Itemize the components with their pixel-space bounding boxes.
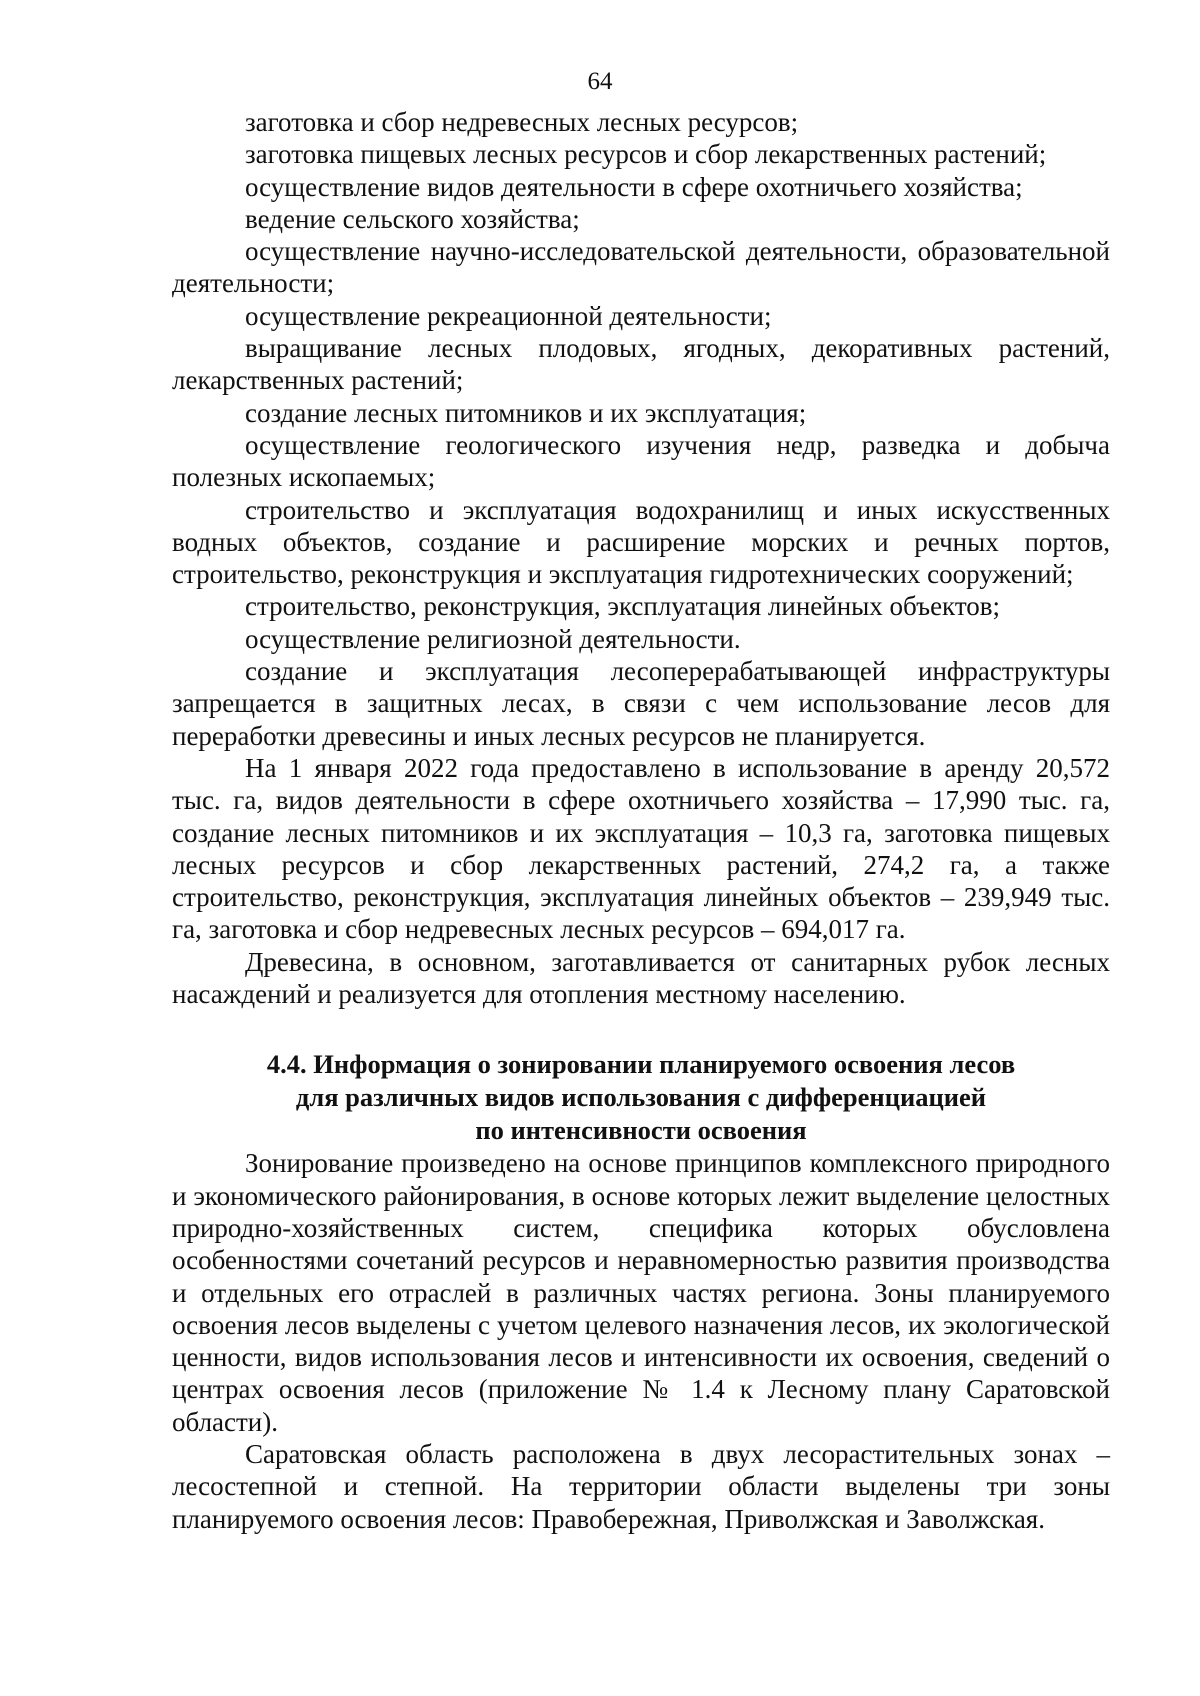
paragraph: заготовка и сбор недревесных лесных ресурсов; [245,107,799,137]
paragraph: ведение сельского хозяйства; [245,203,580,234]
paragraph: создание лесных питомников и их эксплуатация; [245,397,807,428]
paragraph: выращивание лесных плодовых, ягодных, декоративных растений, лекарственных растений; [172,333,1110,396]
paragraph: осуществление геологического изучения недр, разведка и добыча полезных ископаемых; [172,429,1110,493]
document-body [172,106,1110,1535]
paragraph: строительство, реконструкция, эксплуатация линейных объектов; [245,591,1001,622]
paragraph: осуществление научно-исследовательской деятельности, образовательной деятельности; [172,236,1110,299]
section-spacer [172,1010,1110,1048]
paragraph: создание и эксплуатация лесоперерабатывающей инфраструктуры запрещается в защитных лесах, в связи с чем использование лесов для переработки древесины и иных лесных ресурсов не планируется. [172,656,1110,751]
section-heading-line: по интенсивности освоения [475,1115,807,1146]
page-number: 64 [587,68,613,95]
paragraph: осуществление рекреационной деятельности; [245,300,772,331]
paragraph: На 1 января 2022 года предоставлено в использование в аренду 20,572 тыс. га, видов деятельности в сфере охотничьего хозяйства – 17,990 тыс. га, создание лесных питомников и их эксплуатация – 10,3 га, заготовка пищевых лесных ресурсов и сбор лекарственных растений, 274,2 га, а также строительство, реконструкция, эксплуатация линейных объектов – 239,949 тыс. га, заготовка и сбор недревесных лесных ресурсов – 694,017 га. [172,752,1110,945]
paragraph: Древесина, в основном, заготавливается от санитарных рубок лесных насаждений и реализуется для отопления местному населению. [172,946,1110,1010]
paragraph: строительство и эксплуатация водохранилищ и иных искусственных водных объектов, создание и расширение морских и речных портов, строительство, реконструкция и эксплуатация гидротехнических сооружений; [172,494,1110,590]
paragraph: Саратовская область расположена в двух лесорастительных зонах – лесостепной и степной. На территории области выделены три зоны планируемого освоения лесов: Правобережная, Приволжская и Заволжская. [172,1438,1110,1534]
paragraph: Зонирование произведено на основе принципов комплексного природного и экономического районирования, в основе которых лежит выделение целостных природно-хозяйственных систем, специфика которых обусловлена особенностями сочетаний ресурсов и неравномерностью развития производства и отдельных его отраслей в различных частях региона. Зоны планируемого освоения лесов выделены с учетом целевого назначения лесов, их экологической ценности, видов использования лесов и интенсивности их освоения, сведений о центрах освоения лесов (приложение № 1.4 к Лесному плану Саратовской области). [172,1148,1110,1437]
section-heading-line: 4.4. Информация о зонировании планируемого освоения лесов [266,1049,1016,1080]
paragraph: осуществление религиозной деятельности. [245,623,741,654]
section-heading [172,1048,1110,1147]
section-heading-line: для различных видов использования с дифференциацией [295,1082,987,1113]
paragraph: осуществление видов деятельности в сфере охотничьего хозяйства; [245,171,1023,202]
paragraph: заготовка пищевых лесных ресурсов и сбор лекарственных растений; [245,139,1047,170]
